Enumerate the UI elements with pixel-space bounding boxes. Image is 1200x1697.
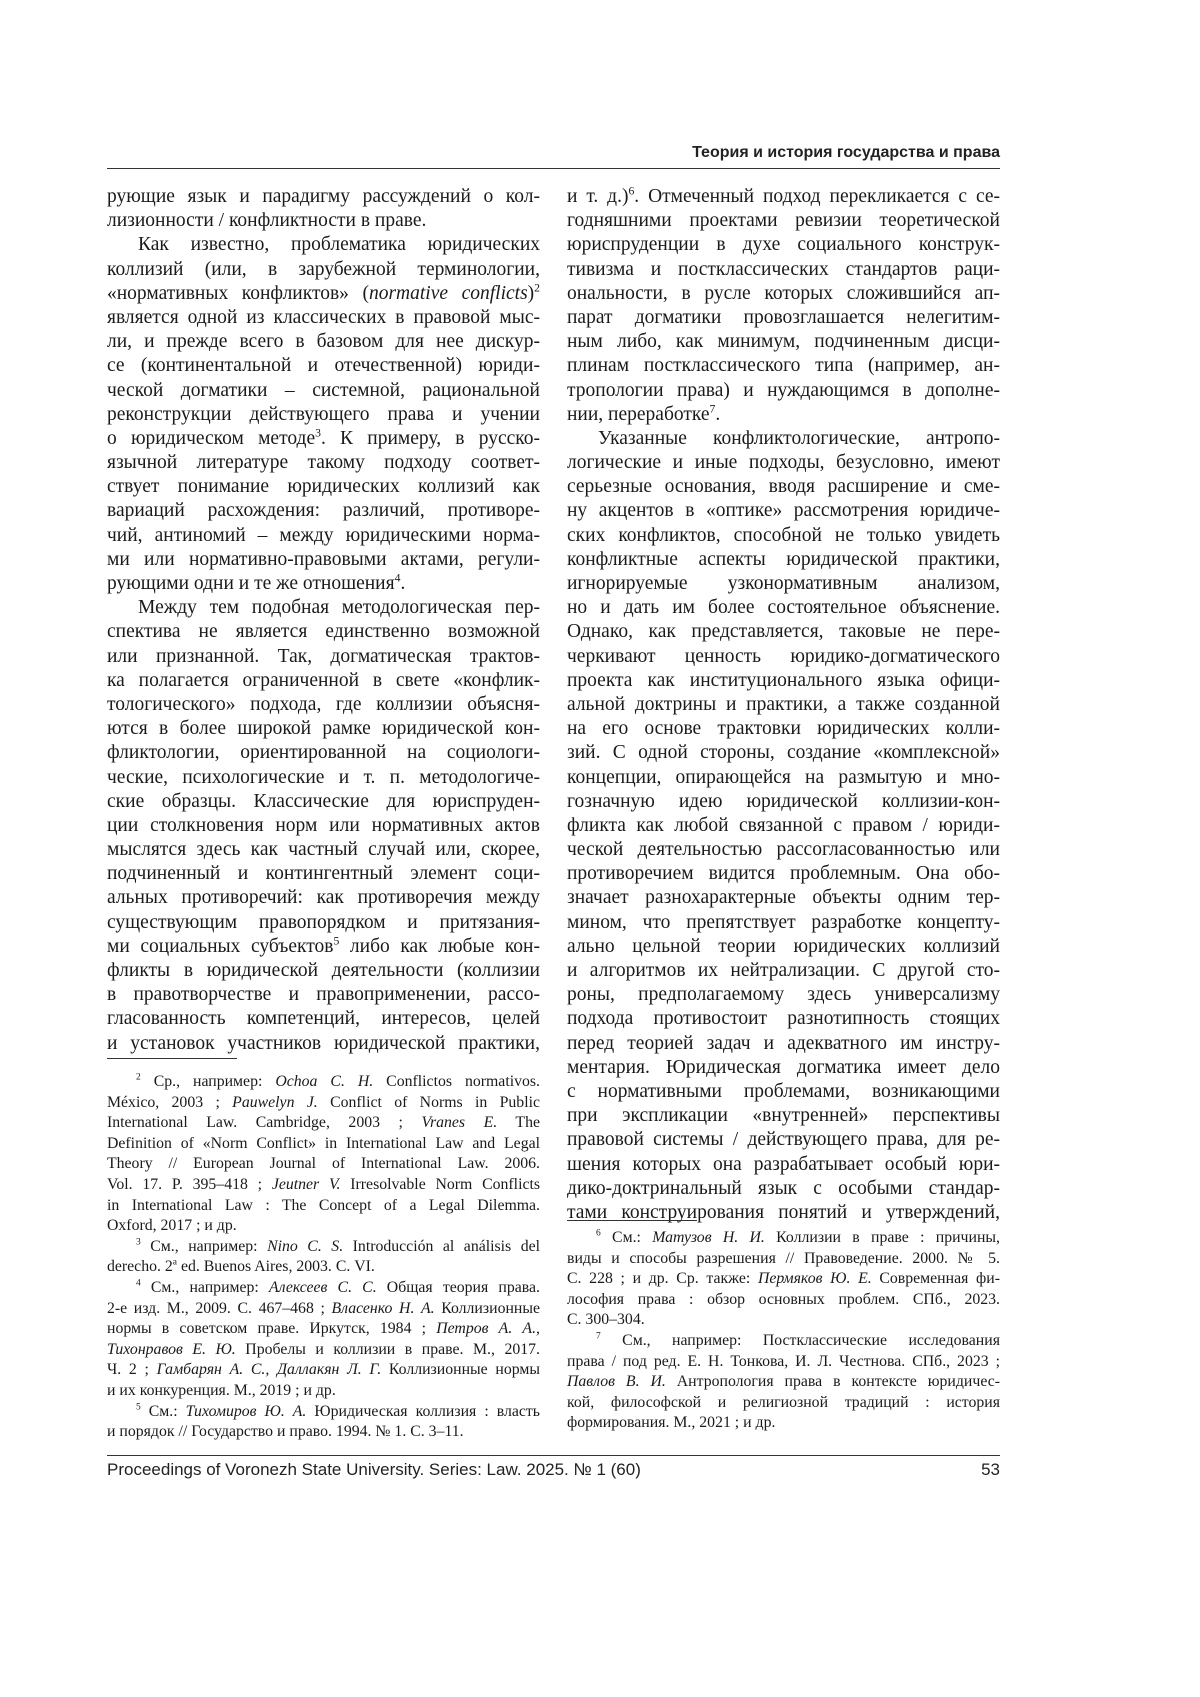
italic-text: Vranes E. [421, 1114, 497, 1131]
text-line: плинам постклассического типа (например, ан- [567, 354, 1000, 378]
text-line: шения которых она разрабатывает особый юри- [567, 1153, 1000, 1177]
text-line: ли, и прежде всего в базовом для нее дискур- [107, 330, 540, 354]
footnote-marker: 5 [333, 934, 339, 947]
text-line: ально цельной теории юридических коллизий [567, 935, 1000, 959]
text-line: лизионности / конфликтности в праве. [107, 209, 540, 233]
text-line: подчиненный и контингентный элемент соци- [107, 862, 540, 886]
text-line: Между тем подобная методологическая пер- [107, 596, 540, 620]
text-line: проекта как институционального языка офици- [567, 669, 1000, 693]
text-line: фликта как любой связанной с правом / юриди- [567, 814, 1000, 838]
text-line: и т. д.)6. Отмеченный подход перекликается с се- [567, 185, 1000, 209]
footnote-line: и их конкуренция. М., 2019 ; и др. [107, 1381, 540, 1402]
text-line: рующими одни и те же отношения4. [107, 572, 540, 596]
italic-text: Jeutner V. [272, 1176, 341, 1193]
footnote-marker: 7 [596, 1332, 601, 1342]
text-line: черкивают ценность юридико-догматического [567, 645, 1000, 669]
right-column-footnotes [567, 1228, 1000, 1434]
footnote-line: 6 См.: Матузов Н. И. Коллизии в праве : причины, [567, 1228, 1000, 1249]
text-line: тами конструирования понятий и утверждений, [567, 1201, 1000, 1225]
italic-text: Pauwelyn J. [232, 1094, 318, 1111]
footer-rule [107, 1455, 1000, 1456]
footnote-marker: 6 [628, 185, 634, 198]
footnote-rule-right [567, 1220, 697, 1221]
footnote [107, 1072, 540, 1237]
footnote-marker: 6 [596, 1229, 601, 1239]
text-line: ональности, в русле которых сложившийся ап- [567, 282, 1000, 306]
italic-text: Алексеев С. С. [269, 1279, 377, 1296]
footnote-line: 7 См., например: Постклассические исследования [567, 1331, 1000, 1352]
footnote [567, 1228, 1000, 1331]
text-line: мыслятся здесь как частный случай или, скорее, [107, 838, 540, 862]
paragraph [107, 185, 540, 233]
footnote-line: 3 См., например: Nino C. S. Introducción al análisis del [107, 1237, 540, 1258]
text-line: ческой догматики – системной, рациональной [107, 379, 540, 403]
text-line: рующие язык и парадигму рассуждений о кол- [107, 185, 540, 209]
footnote [107, 1402, 540, 1443]
italic-text: Пермяков Ю. Е. [758, 1270, 872, 1287]
footnote-marker: 2 [136, 1073, 141, 1083]
footnote-marker: 4 [395, 572, 401, 585]
footnote-rule-left [107, 1058, 237, 1059]
text-line: се (континентальной и отечественной) юриди- [107, 354, 540, 378]
italic-text: Павлов В. И. [567, 1373, 666, 1390]
text-line: при экспликации «внутренней» перспективы [567, 1104, 1000, 1128]
text-line: с нормативными проблемами, возникающими [567, 1080, 1000, 1104]
text-line: ми социальных субъектов5 либо как любые кон- [107, 935, 540, 959]
left-column-footnotes [107, 1072, 540, 1443]
footnote [107, 1237, 540, 1278]
text-line: дико-доктринальный язык с особыми стандар- [567, 1177, 1000, 1201]
italic-text: Петров А. А., [436, 1320, 540, 1337]
text-line: роны, предполагаемому здесь универсализму [567, 983, 1000, 1007]
text-line: подхода противостоит разнотипность стоящих [567, 1007, 1000, 1031]
footnote-marker: 7 [710, 402, 716, 415]
text-line: игнорируемые узконормативным анализом, [567, 572, 1000, 596]
text-line: является одной из классических в правовой мыс- [107, 306, 540, 330]
footnote-marker: 3 [315, 426, 321, 439]
text-line: перед теорией задач и адекватного им инстру- [567, 1032, 1000, 1056]
footnote-line: и порядок // Государство и право. 1994. № 1. С. 3–11. [107, 1422, 540, 1443]
text-line: значает разнохарактерные объекты одним тер- [567, 886, 1000, 910]
footnote-line: Тихонравов Е. Ю. Пробелы и коллизии в праве. М., 2017. [107, 1340, 540, 1361]
text-line: зий. С одной стороны, создание «комплексной» [567, 741, 1000, 765]
text-line: Однако, как представляется, таковые не пере- [567, 620, 1000, 644]
italic-text: Nino C. S. [267, 1238, 343, 1255]
text-line: коллизий (или, в зарубежной терминологии, [107, 258, 540, 282]
text-line: концепции, опирающейся на размытую и мно- [567, 766, 1000, 790]
footnote-line: Theory // European Journal of International Law. 2006. [107, 1154, 540, 1175]
footnote-line: 2-е изд. М., 2009. С. 467–468 ; Власенко Н. А. Коллизионные [107, 1299, 540, 1320]
footnote-line: формирования. М., 2021 ; и др. [567, 1413, 1000, 1434]
text-line: тивизма и постклассических стандартов раци- [567, 258, 1000, 282]
footnote-line: права / под ред. Е. Н. Тонкова, И. Л. Честнова. СПб., 2023 ; [567, 1352, 1000, 1373]
right-column-body [567, 185, 1000, 1225]
paragraph [567, 427, 1000, 1225]
text-line: в правотворчестве и правоприменении, рассо- [107, 983, 540, 1007]
text-line: ментария. Юридическая догматика имеет дело [567, 1056, 1000, 1080]
footnote-line: Oxford, 2017 ; и др. [107, 1216, 540, 1237]
text-line: ми или нормативно-правовыми актами, регули- [107, 548, 540, 572]
footnote-line: Павлов В. И. Антропология права в контексте юридичес- [567, 1372, 1000, 1393]
footnote-line: México, 2003 ; Pauwelyn J. Conflict of Norms in Public [107, 1093, 540, 1114]
text-line: фликтологии, ориентированной на социологи- [107, 741, 540, 765]
text-line: конфликтные аспекты юридической практики, [567, 548, 1000, 572]
text-line: ным либо, как минимум, подчиненным дисци- [567, 330, 1000, 354]
italic-text: Тихонравов Е. Ю. [107, 1341, 236, 1358]
text-line: язычной литературе такому подходу соответ- [107, 451, 540, 475]
footnote-line: Definition of «Norm Conflict» in International Law and Legal [107, 1134, 540, 1155]
paragraph [567, 185, 1000, 427]
text-line: ну акцентов в «оптике» рассмотрения юридиче- [567, 499, 1000, 523]
text-line: Как известно, проблематика юридических [107, 233, 540, 257]
text-line: тропологии права) и нуждающимся в дополне- [567, 379, 1000, 403]
footnote-line: 2 Ср., например: Ochoa C. H. Conflictos normativos. [107, 1072, 540, 1093]
running-header: Теория и история государства и права [692, 144, 1000, 162]
footnote-line: виды и способы разрешения // Правоведение. 2000. № 5. [567, 1249, 1000, 1270]
text-line: реконструкции действующего права и учении [107, 403, 540, 427]
italic-text: Ochoa C. H. [275, 1073, 373, 1090]
text-line: или признанной. Так, догматическая трактов- [107, 645, 540, 669]
text-line: гозначную идею юридической коллизии-кон- [567, 790, 1000, 814]
footnote-marker: 3 [136, 1237, 141, 1247]
text-line: гласованность компетенций, интересов, целей [107, 1007, 540, 1031]
text-line: чий, антиномий – между юридическими норма- [107, 524, 540, 548]
text-line: ются в более широкой рамке юридической кон- [107, 717, 540, 741]
footnote-marker: a [173, 1258, 177, 1268]
page-number: 53 [981, 1460, 1000, 1480]
footnote-line: Ч. 2 ; Гамбарян А. С., Даллакян Л. Г. Коллизионные нормы [107, 1360, 540, 1381]
text-line: альной доктрины и практики, а также созданной [567, 693, 1000, 717]
text-line: тологического» подхода, где коллизии объясня- [107, 693, 540, 717]
footnote-marker: 2 [534, 281, 540, 294]
footnote-marker: 5 [136, 1402, 141, 1412]
text-line: логические и иные подходы, безусловно, имеют [567, 451, 1000, 475]
text-line: и алгоритмов их нейтрализации. С другой сто- [567, 959, 1000, 983]
text-line: парат догматики провозглашается нелегитим- [567, 306, 1000, 330]
text-line: ческие, психологические и т. п. методологиче- [107, 766, 540, 790]
text-line: альных противоречий: как противоречия между [107, 886, 540, 910]
footnote-line: derecho. 2a ed. Buenos Aires, 2003. С. VI. [107, 1257, 540, 1278]
text-line: юриспруденции в духе социального конструк- [567, 233, 1000, 257]
italic-text: Тихомиров Ю. А. [186, 1403, 307, 1420]
italic-text: Гамбарян А. С., Даллакян Л. Г. [157, 1361, 382, 1378]
italic-text: normative conflicts [369, 283, 528, 304]
text-line: но и дать им более состоятельное объяснение. [567, 596, 1000, 620]
footnote-line: Vol. 17. P. 395–418 ; Jeutner V. Irresolvable Norm Conflicts [107, 1175, 540, 1196]
text-line: фликты в юридической деятельности (коллизии [107, 959, 540, 983]
paragraph [107, 233, 540, 596]
text-line: ческой деятельностью рассогласованностью или [567, 838, 1000, 862]
text-line: существующим правопорядком и притязания- [107, 911, 540, 935]
italic-text: Власенко Н. А. [331, 1300, 434, 1317]
text-line: годняшними проектами ревизии теоретической [567, 209, 1000, 233]
footnote-marker: 4 [136, 1279, 141, 1289]
text-line: ка полагается ограниченной в свете «конфлик- [107, 669, 540, 693]
left-column-body [107, 185, 540, 1056]
footnote-line: С. 228 ; и др. Ср. также: Пермяков Ю. Е. Современная фи- [567, 1269, 1000, 1290]
text-line: ствует понимание юридических коллизий как [107, 475, 540, 499]
text-line: спектива не является единственно возможной [107, 620, 540, 644]
text-line: ских конфликтов, способной не только увидеть [567, 524, 1000, 548]
header-rule [107, 168, 1000, 169]
text-line: Указанные конфликтологические, антропо- [567, 427, 1000, 451]
text-line: серьезные основания, вводя расширение и сме- [567, 475, 1000, 499]
text-line: нии, переработке7. [567, 403, 1000, 427]
text-line: «нормативных конфликтов» (normative conflicts)2 [107, 282, 540, 306]
text-line: ции столкновения норм или нормативных актов [107, 814, 540, 838]
footnote-line: кой, философской и религиозной традиций : история [567, 1393, 1000, 1414]
italic-text: Матузов Н. И. [652, 1229, 765, 1246]
footnote-line: С. 300–304. [567, 1310, 1000, 1331]
text-line: вариаций расхождения: различий, противоре- [107, 499, 540, 523]
text-line: и установок участников юридической практики, [107, 1032, 540, 1056]
footnote-line: лософия права : обзор основных проблем. СПб., 2023. [567, 1290, 1000, 1311]
footnote-line: International Law. Cambridge, 2003 ; Vranes E. The [107, 1113, 540, 1134]
footnote [567, 1331, 1000, 1434]
footnote-line: 5 См.: Тихомиров Ю. А. Юридическая коллизия : власть [107, 1402, 540, 1423]
text-line: правовой системы / действующего права, для ре- [567, 1128, 1000, 1152]
journal-citation: Proceedings of Voronezh State University. Series: Law. 2025. № 1 (60) [107, 1460, 641, 1480]
text-line: мином, что препятствует разработке концепту- [567, 911, 1000, 935]
footnote-line: нормы в советском праве. Иркутск, 1984 ; Петров А. А., [107, 1319, 540, 1340]
text-line: противоречием видится проблемным. Она обо- [567, 862, 1000, 886]
text-line: на его основе трактовки юридических колли- [567, 717, 1000, 741]
footnote-line: 4 См., например: Алексеев С. С. Общая теория права. [107, 1278, 540, 1299]
text-line: ские образцы. Классические для юриспруден- [107, 790, 540, 814]
footnote [107, 1278, 540, 1402]
footnote-line: in International Law : The Concept of a Legal Dilemma. [107, 1196, 540, 1217]
text-line: о юридическом методе3. К примеру, в русско- [107, 427, 540, 451]
paragraph [107, 596, 540, 1056]
